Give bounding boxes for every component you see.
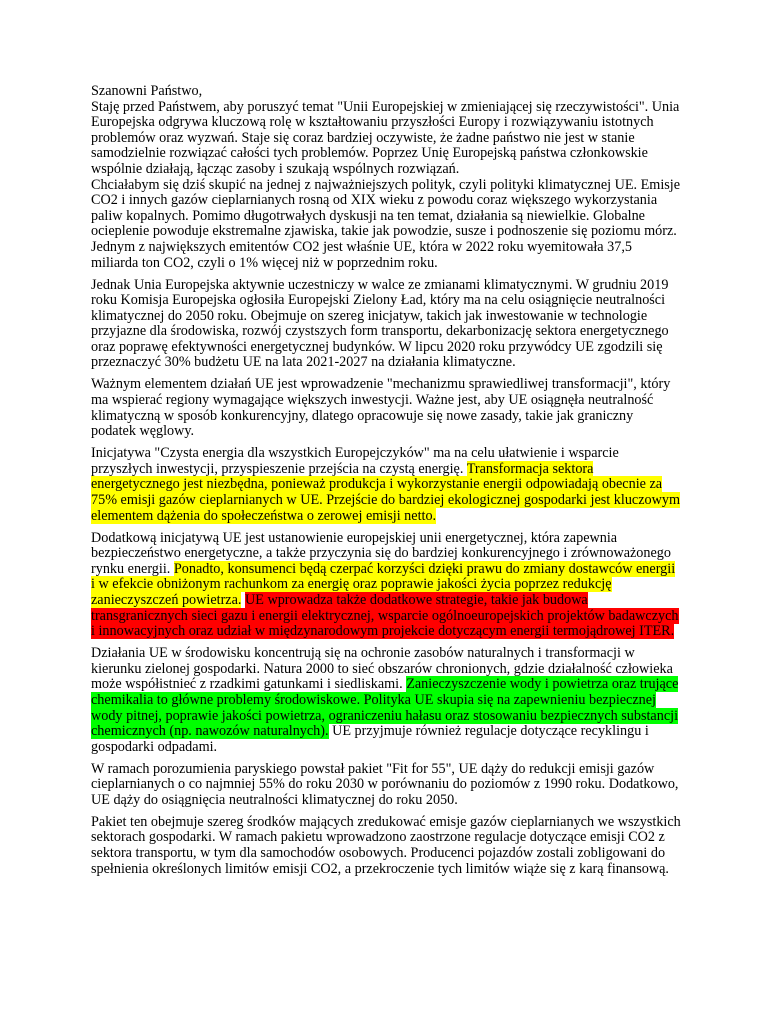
highlight-yellow-energy-transformation: Transformacja sektora energetycznego jest niezbędna, ponieważ produkcja i wykorzystanie energii odpowiadają obecnie za 75% emisji gazów cieplarnianych w UE. Przejście do bardziej ekologicznej gospodarki jest kluczowym elementem dążenia do społeczeństwa o zerowej emisji netto.	[91, 460, 680, 524]
clean-energy-text: Inicjatywa "Czysta energia dla wszystkich Europejczyków" ma na celu ułatwienie i wsparcie przyszłych inwestycji, przyspieszenie przejścia na czystą energię.	[91, 445, 619, 477]
environment-text: Działania UE w środowisku koncentrują się na ochronie zasobów naturalnych i transformacji w kierunku zielonej gospodarki. Natura 2000 to sieć obszarów chronionych, gdzie działalność człowieka może współistnieć z rzadkimi gatunkami i siedliskami.	[91, 645, 673, 693]
greeting-line: Szanowni Państwo,	[91, 83, 203, 99]
paragraph-climate-policy: Chciałabym się dziś skupić na jednej z najważniejszych polityk, czyli polityki klimatycznej UE. Emisje CO2 i innych gazów cieplarnianych rosną od XIX wieku z powodu coraz większego wykorzystania paliw kopalnych. Pomimo długotrwałych dyskusji na ten temat, działania są niewielkie. Globalne ocieplenie powoduje ekstremalne zjawiska, takie jak powodzie, susze i podnoszenie się poziomu mórz. Jednym z największych emitentów CO2 jest właśnie UE, która w 2022 roku wyemitowała 37,5 miliarda ton CO2, czyli o 1% więcej niż w poprzednim roku.	[91, 176, 681, 271]
highlight-yellow-consumers: Ponadto, konsumenci będą czerpać korzyści dzięki prawu do zmiany dostawców energii i w efekcie obniżonym rachunkom za energię oraz poprawie jakości życia poprzez redukcję zanieczyszczeń powietrza.	[91, 560, 676, 608]
paragraph-introduction: Staję przed Państwem, aby poruszyć temat "Unii Europejskiej w zmieniającej się rzeczywistości". Unia Europejska odgrywa kluczową rolę w kształtowaniu przyszłości Europy i rozwiązywaniu istotnych problemów oraz wyzwań. Staje się coraz bardziej oczywiste, że żadne państwo nie jest w stanie samodzielnie rozwiązać całości tych problemów. Poprzez Unię Europejską państwa członkowskie wspólnie działają, łącząc zasoby i szukają wspólnych rozwiązań.	[91, 98, 680, 177]
document-page	[91, 84, 681, 884]
recycling-text: UE przyjmuje również regulacje dotyczące recyklingu i gospodarki odpadami.	[91, 723, 649, 755]
paragraph-environment	[91, 646, 681, 755]
paragraph-just-transition: Ważnym elementem działań UE jest wprowadzenie "mechanizmu sprawiedliwej transformacji", który ma wspierać regiony wymagające większych inwestycji. Ważne jest, aby UE osiągnęła neutralność klimatyczną w sposób konkurencyjny, dlatego opracowuje się nowe zasady, takie jak graniczny podatek węglowy.	[91, 376, 671, 440]
paragraph-green-deal: Jednak Unia Europejska aktywnie uczestniczy w walce ze zmianami klimatycznymi. W grudniu 2019 roku Komisja Europejska ogłosiła Europejski Zielony Ład, który ma na celu osiągnięcie neutralności klimatycznej do 2050 roku. Obejmuje on szereg inicjatyw, takich jak inwestowanie w technologie przyjazne dla środowiska, rozwój czystszych form transportu, dekarbonizację sektora energetycznego oraz poprawę efektywności energetycznej budynków. W lipcu 2020 roku przywódcy UE zgodzili się przeznaczyć 30% budżetu UE na lata 2021-2027 na działania klimatyczne.	[91, 276, 669, 371]
highlight-green-pollution: Zanieczyszczenie wody i powietrza oraz trujące chemikalia to główne problemy środowiskowe. Polityka UE skupia się na zapewnieniu bezpiecznej wody pitnej, poprawie jakości powietrza, ograniczeniu hałasu oraz stosowaniu bezpiecznych substancji chemicznych (np. nawozów naturalnych).	[91, 676, 679, 740]
energy-union-text: Dodatkową inicjatywą UE jest ustanowienie europejskiej unii energetycznej, która zapewnia bezpieczeństwo energetyczne, a także przyczynia się do bardziej konkurencyjnego i zrównoważonego rynku energii.	[91, 529, 671, 577]
paragraph-clean-energy	[91, 446, 681, 524]
paragraph-fit-for-55: W ramach porozumienia paryskiego powstał pakiet "Fit for 55", UE dąży do redukcji emisji gazów cieplarnianych o co najmniej 55% do roku 2030 w porównaniu do poziomów z 1990 roku. Dodatkowo, UE dąży do osiągnięcia neutralności klimatycznej do roku 2050.	[91, 760, 679, 808]
paragraph-energy-union	[91, 531, 681, 640]
highlight-red-strategies: UE wprowadza także dodatkowe strategie, takie jak budowa transgranicznych sieci gazu i energii elektrycznej, wsparcie ogólnoeuropejskich projektów badawczych i innowacyjnych oraz udział w międzynarodowym projekcie dotyczącym energii termojądrowej ITER.	[91, 591, 679, 640]
paragraph-package-measures: Pakiet ten obejmuje szereg środków mających zredukować emisje gazów cieplarnianych we wszystkich sektorach gospodarki. W ramach pakietu wprowadzono zaostrzone regulacje dotyczące emisji CO2 z sektora transportu, w tym dla samochodów osobowych. Producenci pojazdów zostali zobligowani do spełnienia określonych limitów emisji CO2, a przekroczenie tych limitów wiąże się z karą finansową.	[91, 813, 681, 877]
